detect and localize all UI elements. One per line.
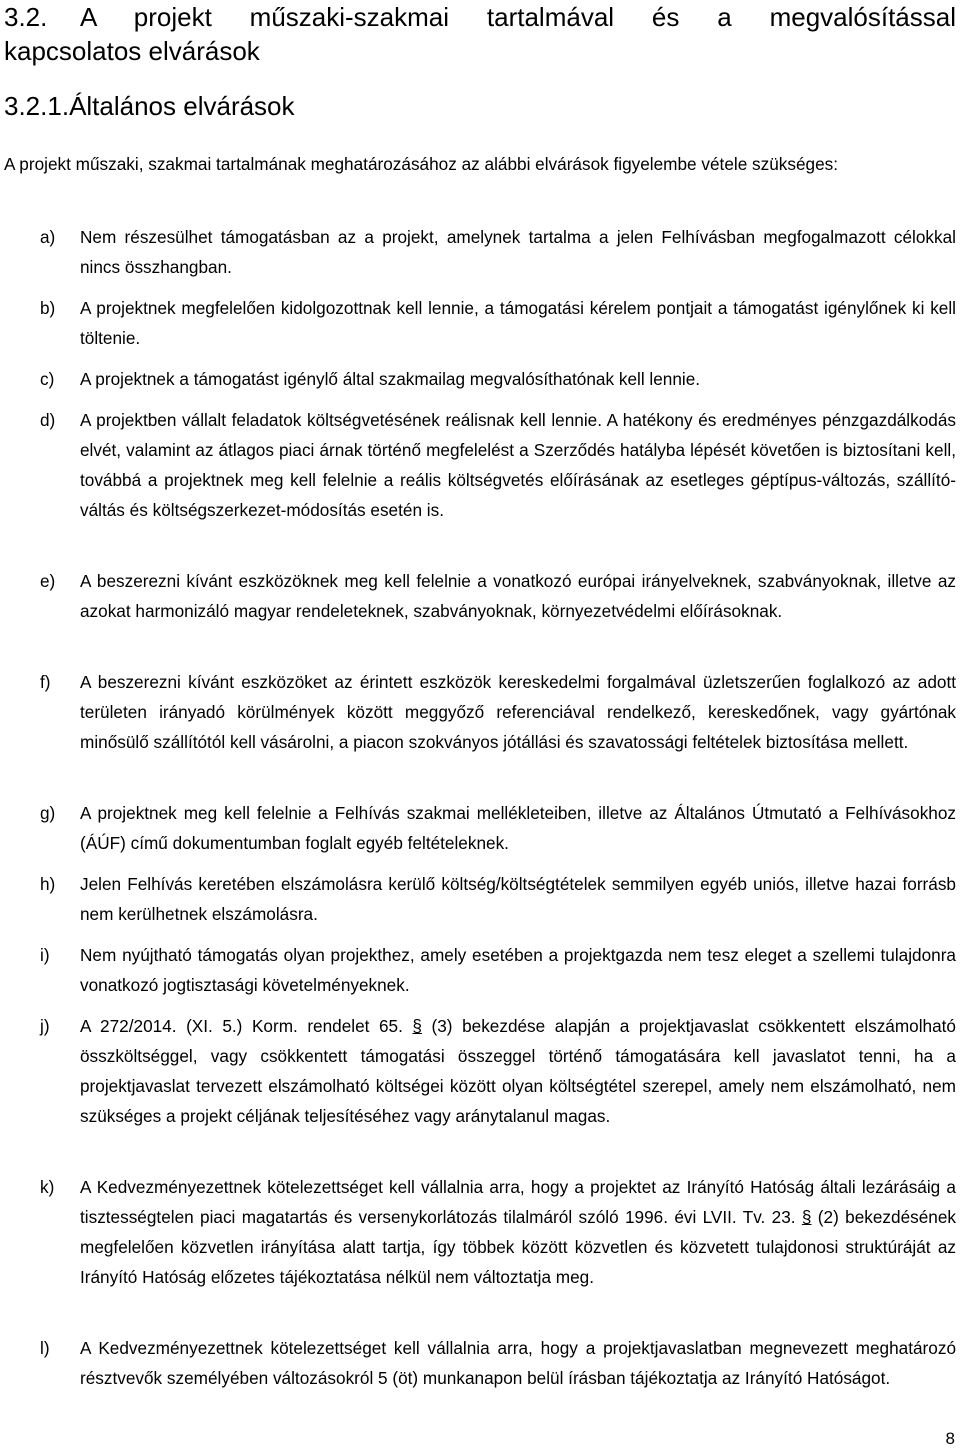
list-item-text-part: (2) bekezdésének megfelelően közvetlen irányítása alatt tartja, így többek között közvetlen és közvetett tulajdonosi struktúráját az Irányító Hatóság előzetes tájékoztatása nélkül nem változtatja meg. — [80, 1207, 957, 1287]
list-item-text: Jelen Felhívás keretében elszámolásra kerülő költség/költségtételek semmilyen egyéb uniós, illetve hazai forrásb nem kerülhetnek elszámolásra. — [80, 874, 956, 924]
list-item-text: Nem részesülhet támogatásban az a projekt, amelynek tartalma a jelen Felhívásban megfogalmazott célokkal nincs összhangban. — [80, 227, 956, 277]
list-item-label: e) — [40, 571, 56, 591]
list-item — [40, 293, 956, 353]
section-symbol-link[interactable]: § — [412, 1016, 422, 1036]
list-item — [40, 222, 956, 282]
list-item-text: A projektben vállalt feladatok költségvetésének reálisnak kell lennie. A hatékony és eredményes pénzgazdálkodás elvét, valamint az átlagos piaci árnak történő megfelelést a Szerződés hatályba lépését követően is biztosítani kell, továbbá a projektnek meg kell felelnie a reális költségvetés előírásának az esetleges géptípus-változás, szállító-váltás és költségszerkezet-módosítás esetén is. — [80, 410, 956, 520]
list-item-text: A Kedvezményezettnek kötelezettséget kell vállalnia arra, hogy a projektjavaslatban megnevezett meghatározó résztvevők személyében változásokról 5 (öt) munkanapon belül írásban tájékoztatja az Irányító Hatóságot. — [80, 1338, 956, 1388]
list-item — [40, 1333, 956, 1393]
list-item-label: g) — [40, 803, 56, 823]
list-item — [40, 566, 956, 626]
section-title-line1: A projekt műszaki-szakmai tartalmával és a megvalósítással — [80, 2, 956, 32]
list-item-text-part: (3) bekezdése alapján a projektjavaslat csökkentett elszámolható összköltséggel, vagy csökkentett támogatási összeggel történő támogatására kell javaslatot tenni, ha a projektjavaslat tervezett elszámolható költségei között olyan költségtétel szerepel, amely nem elszámolható, nem szükséges a projekt céljának teljesítéséhez vagy aránytalanul magas. — [80, 1016, 956, 1126]
list-item-label: b) — [40, 298, 56, 318]
list-item-label: h) — [40, 874, 56, 894]
list-item-text-part: A Kedvezményezettnek kötelezettséget kell vállalnia arra, hogy a projektet az Irányító Hatóság általi lezárásáig a tisztességtelen piaci magatartás és versenykorlátozás tilalmáról szóló 1996. évi LVII. Tv. 23. — [80, 1177, 956, 1227]
subsection-number: 3.2.1. — [4, 91, 70, 121]
list-item-label: f) — [40, 672, 51, 692]
list-item-text: A projektnek megfelelően kidolgozottnak kell lennie, a támogatási kérelem pontjait a támogatást igénylőnek ki kell töltenie. — [80, 298, 956, 348]
list-item-label: a) — [40, 227, 56, 247]
list-item-label: k) — [40, 1177, 55, 1197]
list-item-label: l) — [40, 1338, 50, 1358]
list-item — [40, 1011, 956, 1131]
list-item-text — [80, 1172, 956, 1292]
section-symbol-link[interactable]: § — [801, 1207, 812, 1227]
section-number: 3.2. — [4, 2, 48, 32]
list-item — [40, 405, 956, 525]
list-item-label: j) — [40, 1016, 50, 1036]
section-title-line2: kapcsolatos elvárások — [4, 36, 260, 66]
list-item-label: d) — [40, 410, 56, 430]
list-item — [40, 364, 956, 394]
intro-paragraph: A projekt műszaki, szakmai tartalmának meghatározásához az alábbi elvárások figyelembe vétele szükséges: — [4, 154, 839, 174]
subsection-title: Általános elvárások — [69, 91, 295, 121]
list-item-text: A beszerezni kívánt eszközöket az érintett eszközök kereskedelmi forgalmával üzletszerűen foglalkozó az adott területen irányadó körülmények között meggyőző referenciával rendelkező, kereskedőnek, vagy gyártónak minősülő szállítótól kell vásárolni, a piacon szokványos jótállási és szavatossági feltételek biztosítása mellett. — [80, 672, 956, 752]
list-item-label: c) — [40, 369, 55, 389]
list-item-text — [80, 1011, 956, 1131]
page-number: 8 — [945, 1429, 955, 1448]
list-item-text-part: A 272/2014. (XI. 5.) Korm. rendelet 65. — [80, 1016, 413, 1036]
list-item-label: i) — [40, 945, 50, 965]
subsection-heading — [4, 89, 295, 123]
list-item-text: A projektnek meg kell felelnie a Felhívás szakmai mellékleteiben, illetve az Általános Útmutató a Felhívásokhoz (ÁÚF) című dokumentumban foglalt egyéb feltételeknek. — [80, 803, 956, 853]
list-item — [40, 869, 956, 929]
list-item-text: A beszerezni kívánt eszközöknek meg kell felelnie a vonatkozó európai irányelveknek, szabványoknak, illetve az azokat harmonizáló magyar rendeleteknek, szabványoknak, környezetvédelmi előírásoknak. — [80, 571, 956, 621]
list-item — [40, 667, 956, 757]
list-item — [40, 940, 956, 1000]
list-item — [40, 1172, 956, 1292]
list-item — [40, 798, 956, 858]
section-heading — [4, 0, 956, 68]
list-item-text: A projektnek a támogatást igénylő által szakmailag megvalósíthatónak kell lennie. — [80, 369, 701, 389]
list-item-text: Nem nyújtható támogatás olyan projekthez, amely esetében a projektgazda nem tesz eleget a szellemi tulajdonra vonatkozó jogtisztasági követelményeknek. — [80, 945, 956, 995]
